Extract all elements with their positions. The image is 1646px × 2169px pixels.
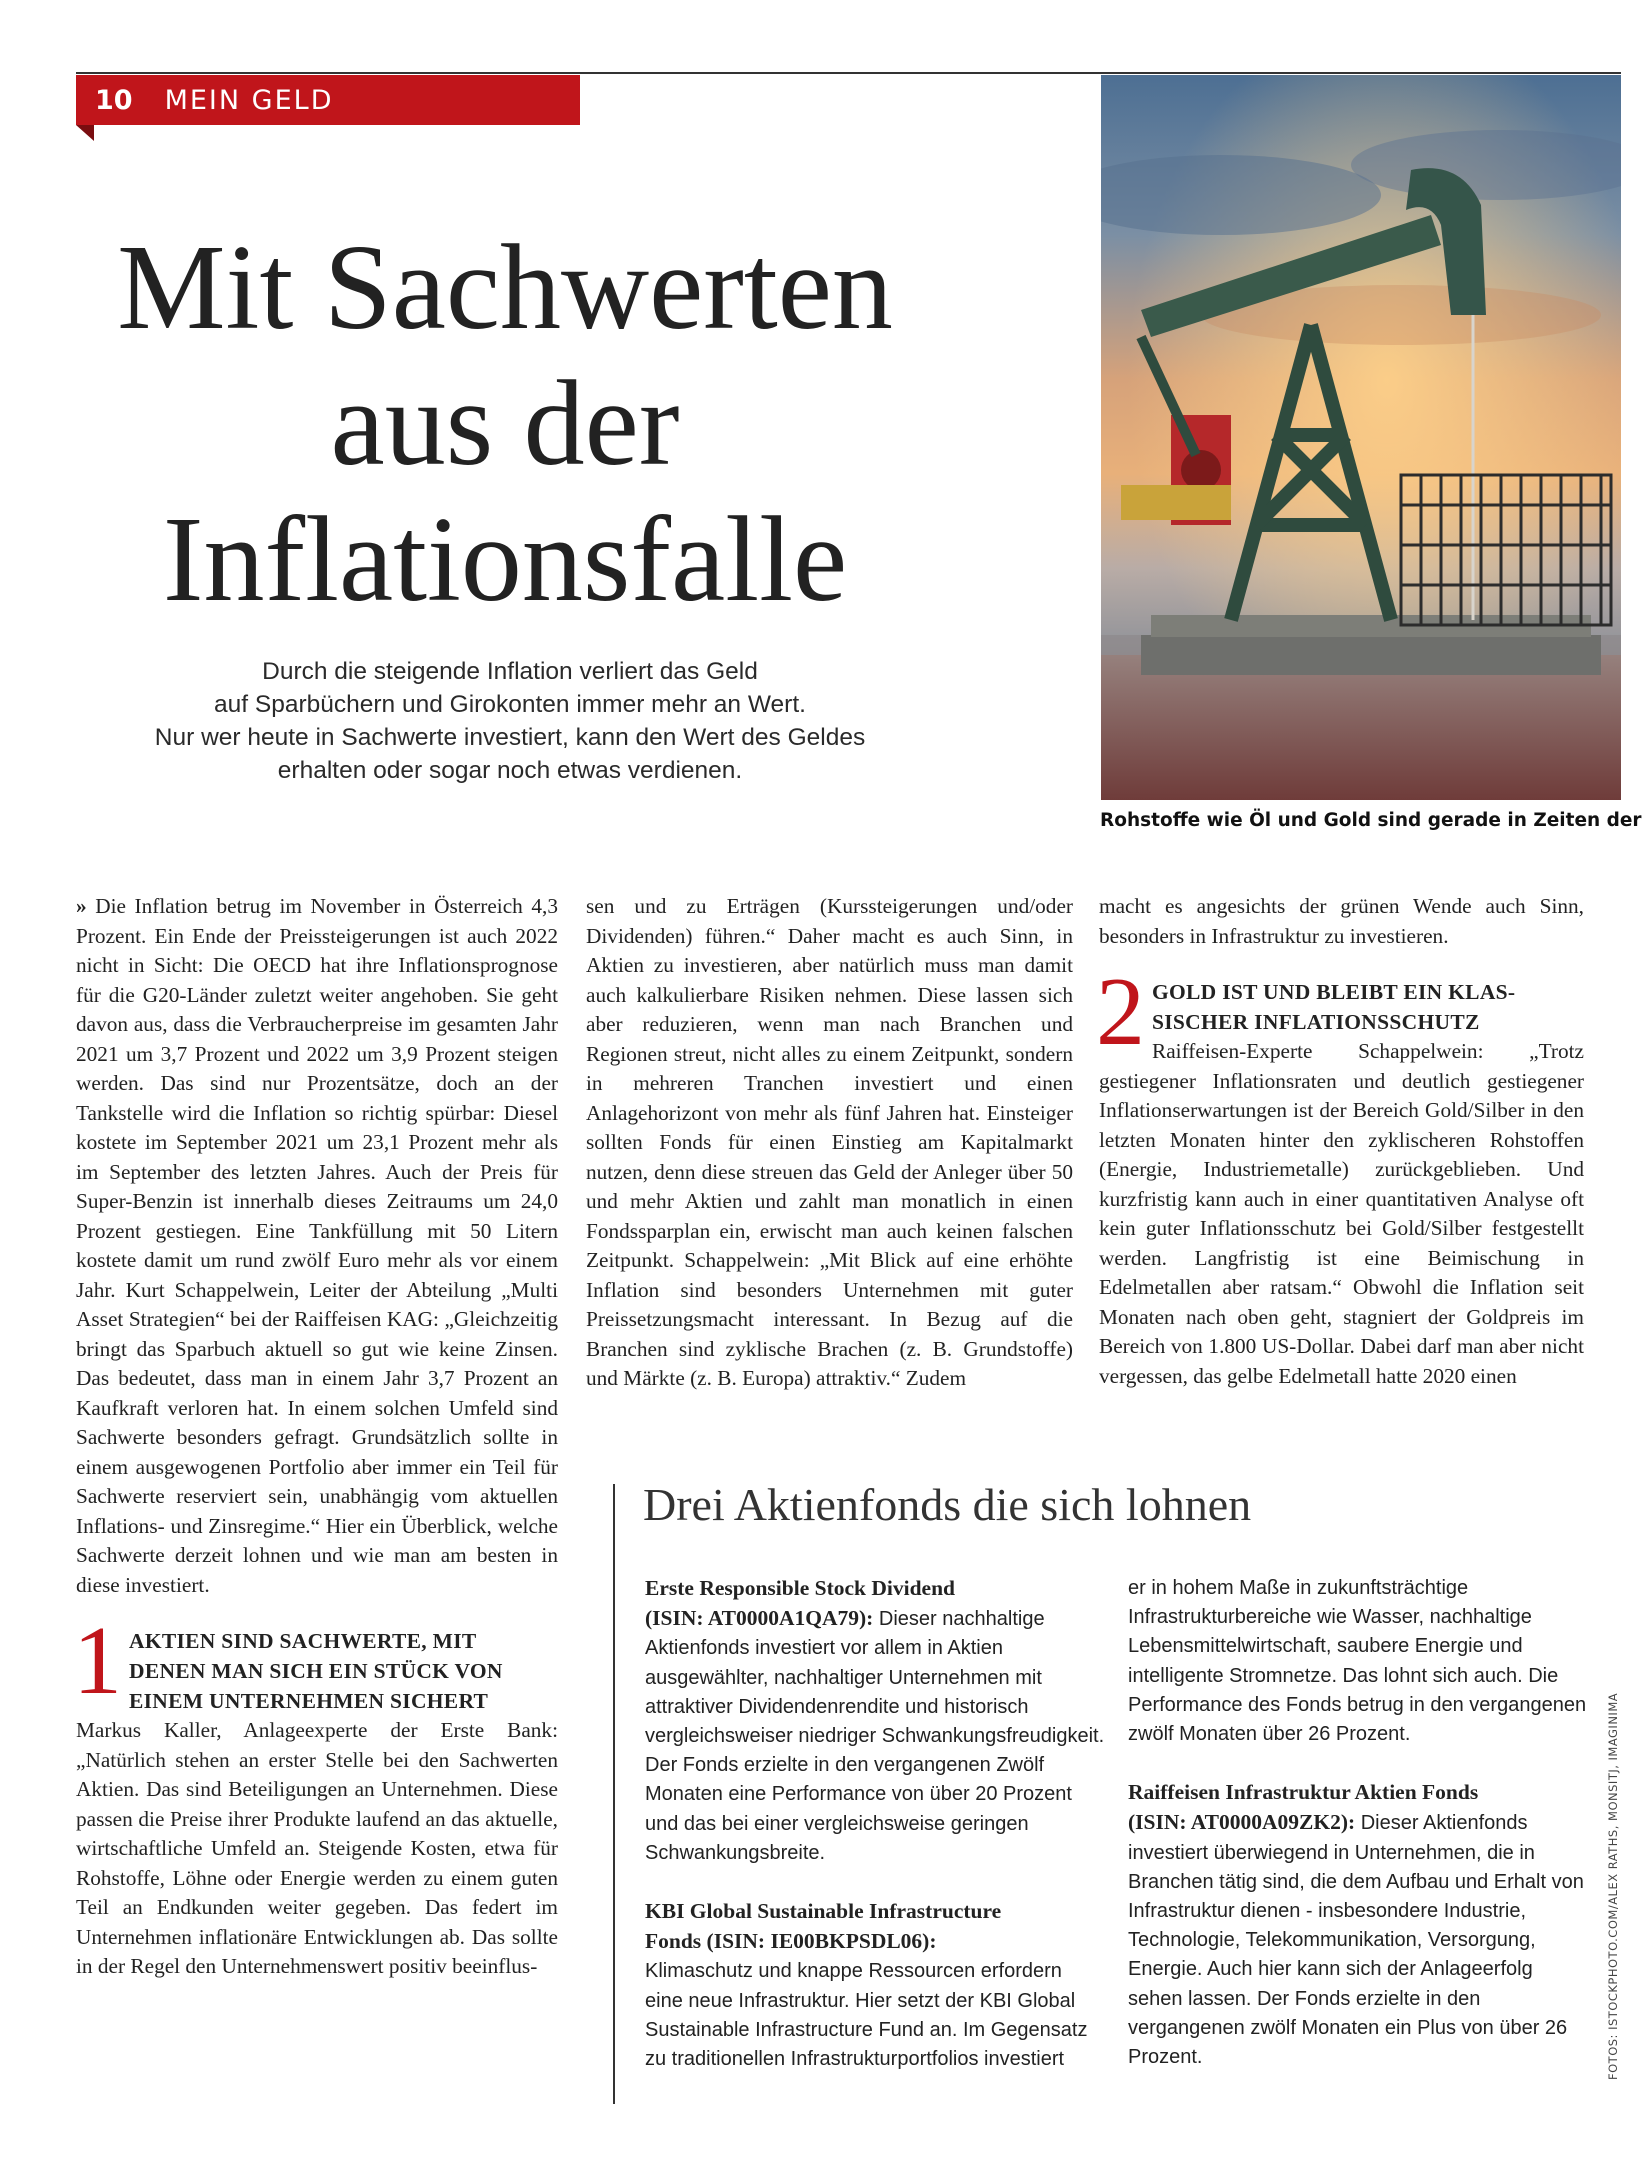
page-number: 10 <box>95 84 133 116</box>
fund-entry: Erste Responsible Stock Dividend (ISIN: AT0000A1QA79): Dieser nachhaltige Aktienfonds investiert vor allem in Aktien ausgewählter, nachhaltiger Unternehmen mit attraktiver Dividendenrendite und historisch vergleichsweiser niedriger Schwankungsfreudigkeit. Der Fonds erzielte in den vergangenen Zwölf Monaten eine Performance von über 20 Prozent und das bei einer vergleichsweise geringen Schwankungsbreite. <box>645 1576 1105 1864</box>
section-1-heading: 1 AKTIEN SIND SACHWERTE, MIT DENEN MAN SICH EIN STÜCK VON EINEM UNTERNEHMEN SICHERT <box>73 1607 503 1715</box>
fund-list-left <box>645 1574 1105 2074</box>
fund-entry: Raiffeisen Infrastruktur Aktien Fonds (ISIN: AT0000A09ZK2): Dieser Aktienfonds investiert überwiegend in Unternehmen, die in Branchen tätig sind, die dem Aufbau und Erhalt von Infrastruktur dienen - insbesondere Industrie, Technologie, Telekommunikation, Versorgung, Energie. Auch hier kann sich der Anlageerfolg sehen lassen. Der Fonds erzielte in den vergangenen zwölf Monaten ein Plus von über 26 Prozent. <box>1128 1780 1584 2069</box>
column-3-body: macht es angesichts der grünen Wende auch Sinn, besonders in Infrastruktur zu investieren. <box>1099 894 1584 948</box>
section-2-body: Raiffeisen-Experte Schappelwein: „Trotz gestiegener Inflationsraten und deutlich gestiegener Inflationserwartungen ist der Bereich Gold/Silber in den letzten Monaten hinter den zyklischeren Rohstoffen (Energie, Industriemetalle) zurückgeblieben. Und kurzfristig kann auch in einer quantitativen Analyse oft kein guter Inflationsschutz bei Gold/Silber festgestellt werden. Langfristig ist eine Beimischung in Edelmetallen aber ratsam.“ Obwohl die Inflation seit Monaten nach oben geht, stagniert der Goldpreis im Bereich von 1.800 US-Dollar. Dabei darf man aber nicht vergessen, das gelbe Edelmetall hatte 2020 einen <box>1099 1039 1584 1388</box>
intro-paragraph: » Die Inflation betrug im November in Österreich 4,3 Prozent. Ein Ende der Preissteigerungen ist auch 2022 nicht in Sicht: Die OECD hat ihre Inflationsprognose für die G20-Länder zuletzt weiter angehoben. Sie geht davon aus, dass die Verbraucherpreise im gesamten Jahr 2021 um 3,7 Prozent und 2022 um 3,9 Prozent steigen werden. Das sind nur Prozentsätze, doch an der Tankstelle wird die Inflation so richtig spürbar: Diesel kostete im September 2021 um 23,1 Prozent mehr als im September des letzten Jahres. Auch der Preis für Super-Benzin ist innerhalb dieses Zeitraums um 24,0 Prozent gestiegen. Eine Tankfüllung mit 50 Litern kostete damit um rund zwölf Euro mehr als vor einem Jahr. Kurt Schappelwein, Leiter der Abteilung „Multi Asset Strategien“ bei der Raiffeisen KAG: „Gleichzeitig bringt das Sparbuch aktuell so gut wie keine Zinsen. Das bedeutet, dass man in einem Jahr 3,7 Prozent an Kaufkraft verloren hat. In einem solchen Umfeld sind Sachwerte besonders gefragt. Grundsätzlich sollte in einem ausgewogenen Portfolio aber immer ein Teil für Sachwerte reserviert sein, unabhängig vom aktuellen Inflations- und Zinsregime.“ Hier ein Überblick, welche Sachwerte derzeit lohnen und wie man am besten in diese investiert. <box>76 894 558 1597</box>
box-title: Drei Aktienfonds die sich lohnen <box>643 1479 1252 1530</box>
article-column-3 <box>1096 892 1584 1391</box>
top-rule <box>76 72 1621 74</box>
article-column-1 <box>73 892 558 1982</box>
fund-entry: KBI Global Sustainable Infrastructure Fonds (ISIN: IE00BKPSDL06): Klimaschutz und knappe Ressourcen erfordern eine neue Infrastruktur. Hier setzt der KBI Global Sustainable Infrastructure Fund an. Im Gegensatz zu traditionellen Infrastrukturportfolios investiert <box>645 1899 1088 2071</box>
section-1-body: Markus Kaller, Anlageexperte der Erste Bank: „Natürlich stehen an erster Stelle bei den Sachwerten Aktien. Das sind Beteiligungen an Unternehmen. Diese passen die Preise ihrer Produkte laufend an das aktuelle, wirtschaftliche Umfeld an. Steigende Kosten, etwa für Rohstoffe, Löhne oder Energie werden zu einem guten Teil an Endkunden weiter gegeben. Das federt im Unternehmen inflationäre Entwicklungen ab. Das sollte in der Regel den Unternehmenswert positiv beeinflus- <box>76 1718 558 1978</box>
lead-text: Durch die steigende Inflation verliert das Geld auf Sparbüchern und Girokonten immer mehr an Wert. Nur wer heute in Sachwerte investiert, kann den Wert des Geldes erhalten oder sogar noch etwas verdienen. <box>154 658 866 784</box>
fund-list-right <box>1128 1574 1588 2072</box>
oil-pump-photo <box>1101 75 1621 800</box>
fund-entry-continued: er in hohem Maße in zukunftsträchtige Infrastrukturbereiche wie Wasser, nachhaltige Lebensmittelwirtschaft, saubere Energie und intelligente Stromnetze. Das lohnt sich auch. Die Performance des Fonds betrug in den vergangenen zwölf Monaten über 26 Prozent. <box>1128 1577 1587 1746</box>
photo-caption: Rohstoffe wie Öl und Gold sind gerade in Zeiten der <box>1100 810 1642 831</box>
headline: Mit Sachwerten aus der Inflationsfalle <box>117 220 893 627</box>
column-2-body: sen und zu Erträgen (Kurssteigerungen und/oder Dividenden) führen.“ Daher macht es auch Sinn, in Aktien zu investieren, aber natürlich muss man damit auch kalkulierbare Risiken nehmen. Diese lassen sich aber reduzieren, wenn man nach Branchen und Regionen streut, nicht alles zu einem Zeitpunkt, sondern in mehreren Tranchen investiert und einen Anlagehorizont von mehr als fünf Jahren hat. Einsteiger sollten Fonds für einen Einstieg am Kapitalmarkt nutzen, denn diese streuen das Geld der Anleger über 50 und mehr Aktien und zahlt man monatlich in einen Fondssparplan ein, erwischt man auch keinen falschen Zeitpunkt. Schappelwein: „Mit Blick auf eine erhöhte Inflation sind besonders Unternehmen mit guter Preissetzungsmacht interessant. In Bezug auf die Branchen sind zyklische Brachen (z. B. Grundstoffe) und Märkte (z. B. Europa) attraktiv.“ Zudem <box>586 894 1073 1390</box>
section-2-heading: 2 GOLD IST UND BLEIBT EIN KLAS- SISCHER INFLATIONSSCHUTZ <box>1096 958 1516 1066</box>
box-divider <box>613 1484 615 2104</box>
section-tab <box>76 75 580 125</box>
article-column-2 <box>586 892 1073 1394</box>
section-number: 2 <box>1096 958 1145 1066</box>
section-number: 1 <box>73 1607 122 1715</box>
photo-credit: FOTOS: ISTOCKPHOTO.COM/ALEX RATHS, MONSITJ, IMAGINIMA <box>1606 1692 1620 2080</box>
section-name: MEIN GELD <box>164 84 334 116</box>
tab-fold <box>76 125 94 141</box>
quote-mark-icon: » <box>76 894 87 918</box>
